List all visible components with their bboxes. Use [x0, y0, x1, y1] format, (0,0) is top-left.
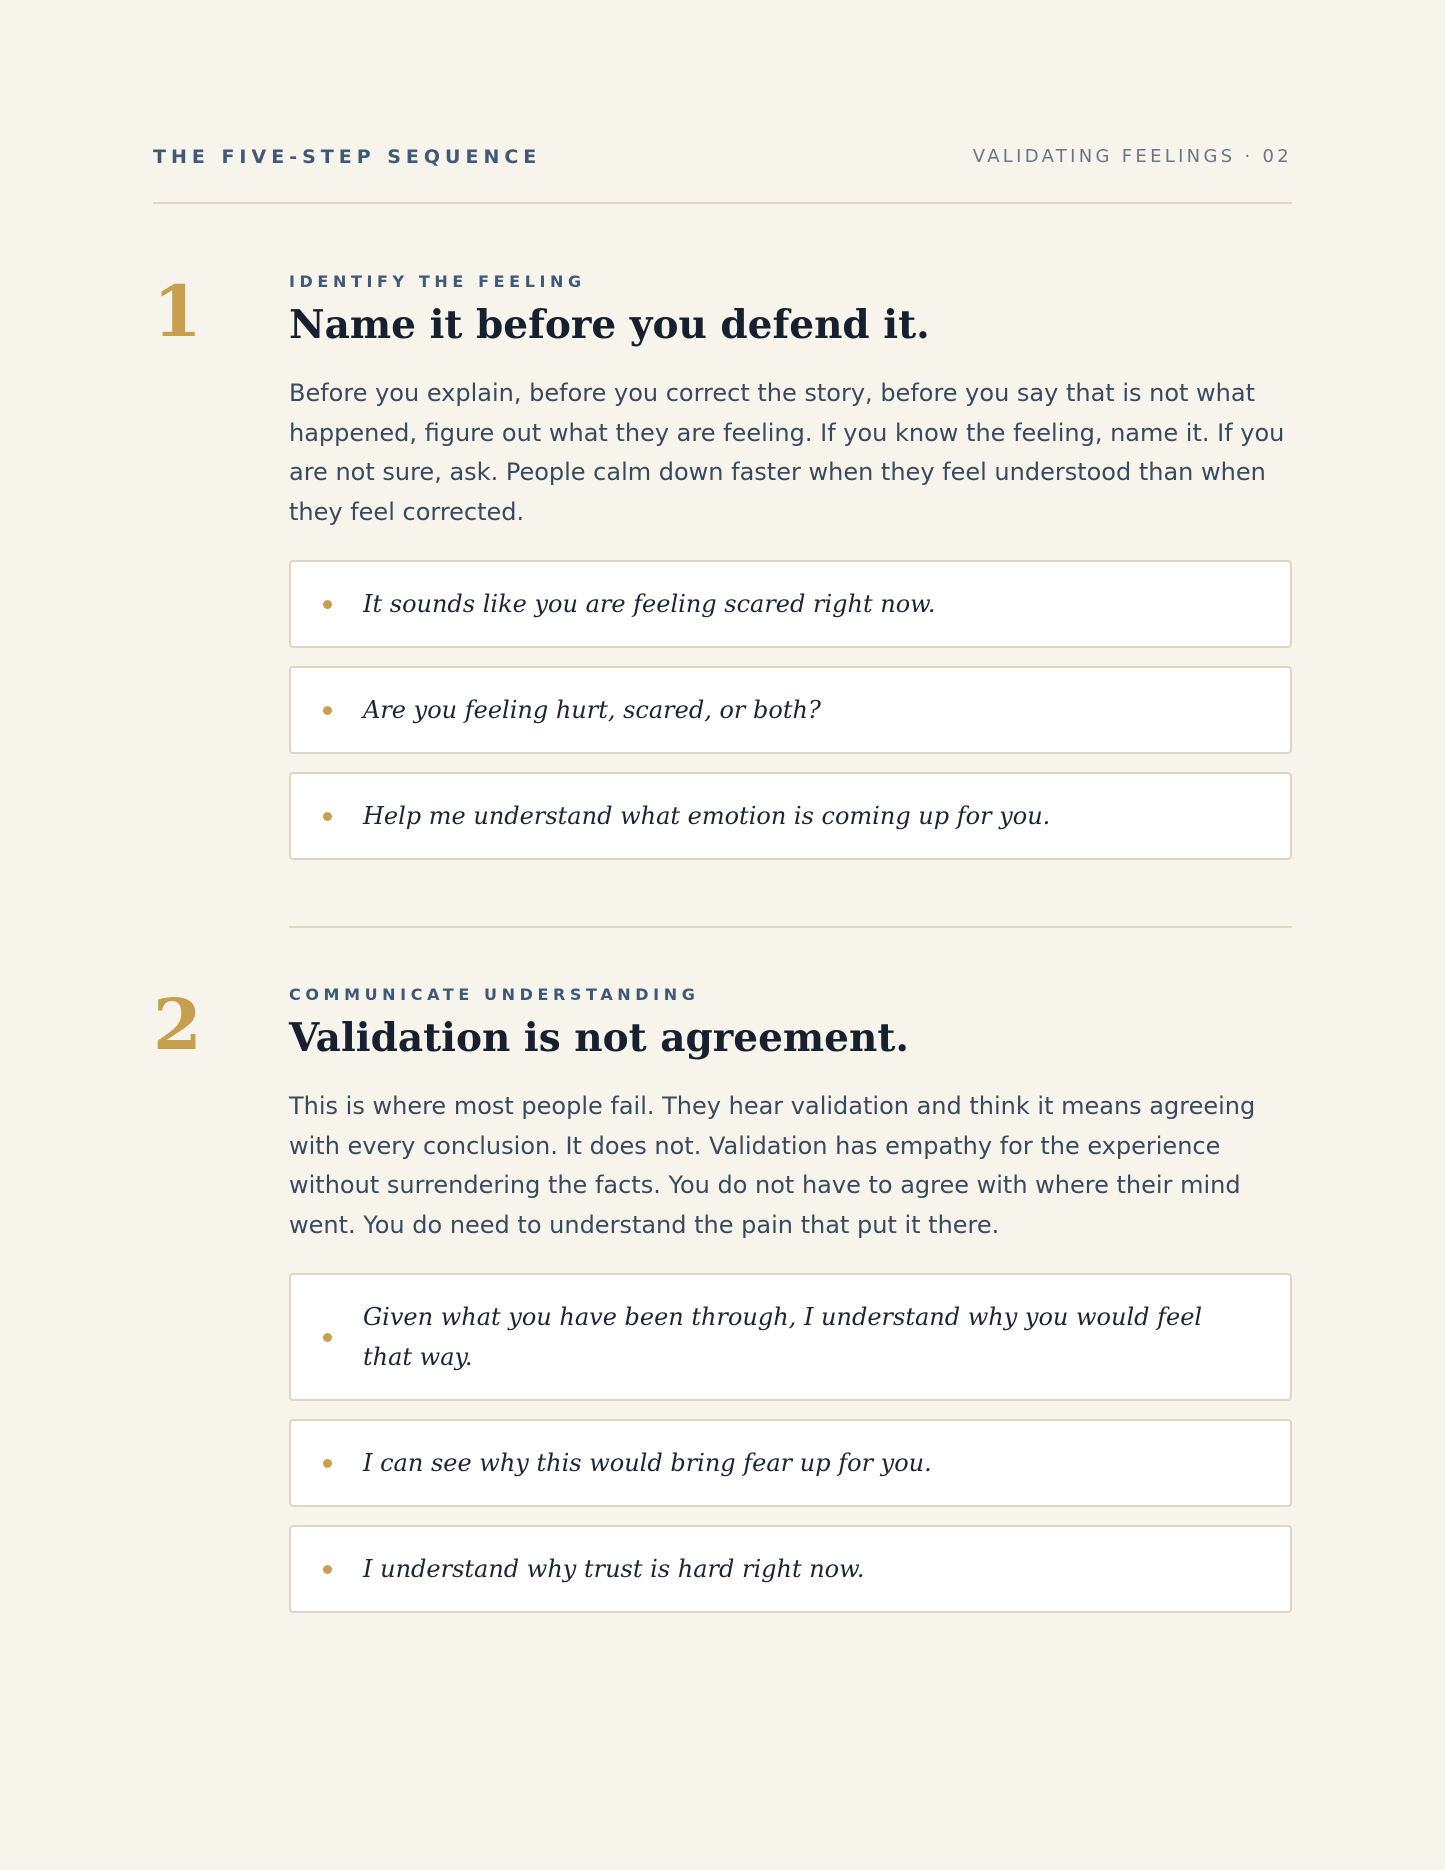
step-number: 2: [153, 983, 202, 1066]
quote-card: [289, 560, 1292, 648]
bullet-dot-icon: [323, 1565, 332, 1574]
page-label: VALIDATING FEELINGS · 02: [972, 146, 1292, 167]
bullet-dot-icon: [323, 812, 332, 821]
quote-card: [289, 1525, 1292, 1613]
bullet-dot-icon: [323, 706, 332, 715]
step-heading: Name it before you defend it.: [289, 302, 930, 348]
quote-card: [289, 1419, 1292, 1507]
step-heading: Validation is not agreement.: [289, 1015, 909, 1061]
quote-text: Are you feeling hurt, scared, or both?: [363, 696, 821, 724]
quote-text: It sounds like you are feeling scared right now.: [363, 590, 936, 618]
bullet-dot-icon: [323, 1333, 332, 1342]
quote-text: I can see why this would bring fear up for you.: [363, 1449, 932, 1477]
step-number: 1: [153, 270, 202, 353]
step-eyebrow: IDENTIFY THE FEELING: [289, 272, 586, 291]
step-body: [289, 985, 1292, 1631]
step-eyebrow: COMMUNICATE UNDERSTANDING: [289, 985, 700, 1004]
quote-text: I understand why trust is hard right now.: [363, 1555, 865, 1583]
quote-list: [289, 560, 1292, 860]
step-paragraph: Before you explain, before you correct the story, before you say that is not what happened, figure out what they are feeling. If you know the feeling, name it. If you are not sure, ask. People calm down faster when they feel understood than when they feel corrected.: [289, 379, 1285, 526]
page-header: [153, 146, 1292, 204]
bullet-dot-icon: [323, 1459, 332, 1468]
section-title: THE FIVE-STEP SEQUENCE: [153, 146, 542, 168]
bullet-dot-icon: [323, 600, 332, 609]
step-body: [289, 272, 1292, 878]
section-divider: [289, 926, 1292, 928]
quote-card: [289, 666, 1292, 754]
quote-card: [289, 772, 1292, 860]
quote-list: [289, 1273, 1292, 1613]
quote-text: Given what you have been through, I understand why you would feel that way.: [363, 1303, 1203, 1371]
step-paragraph: This is where most people fail. They hear validation and think it means agreeing with every conclusion. It does not. Validation has empathy for the experience without surrendering the facts. You do not have to agree with where their mind went. You do need to understand the pain that put it there.: [289, 1092, 1256, 1239]
quote-text: Help me understand what emotion is coming up for you.: [363, 802, 1051, 830]
quote-card: [289, 1273, 1292, 1401]
